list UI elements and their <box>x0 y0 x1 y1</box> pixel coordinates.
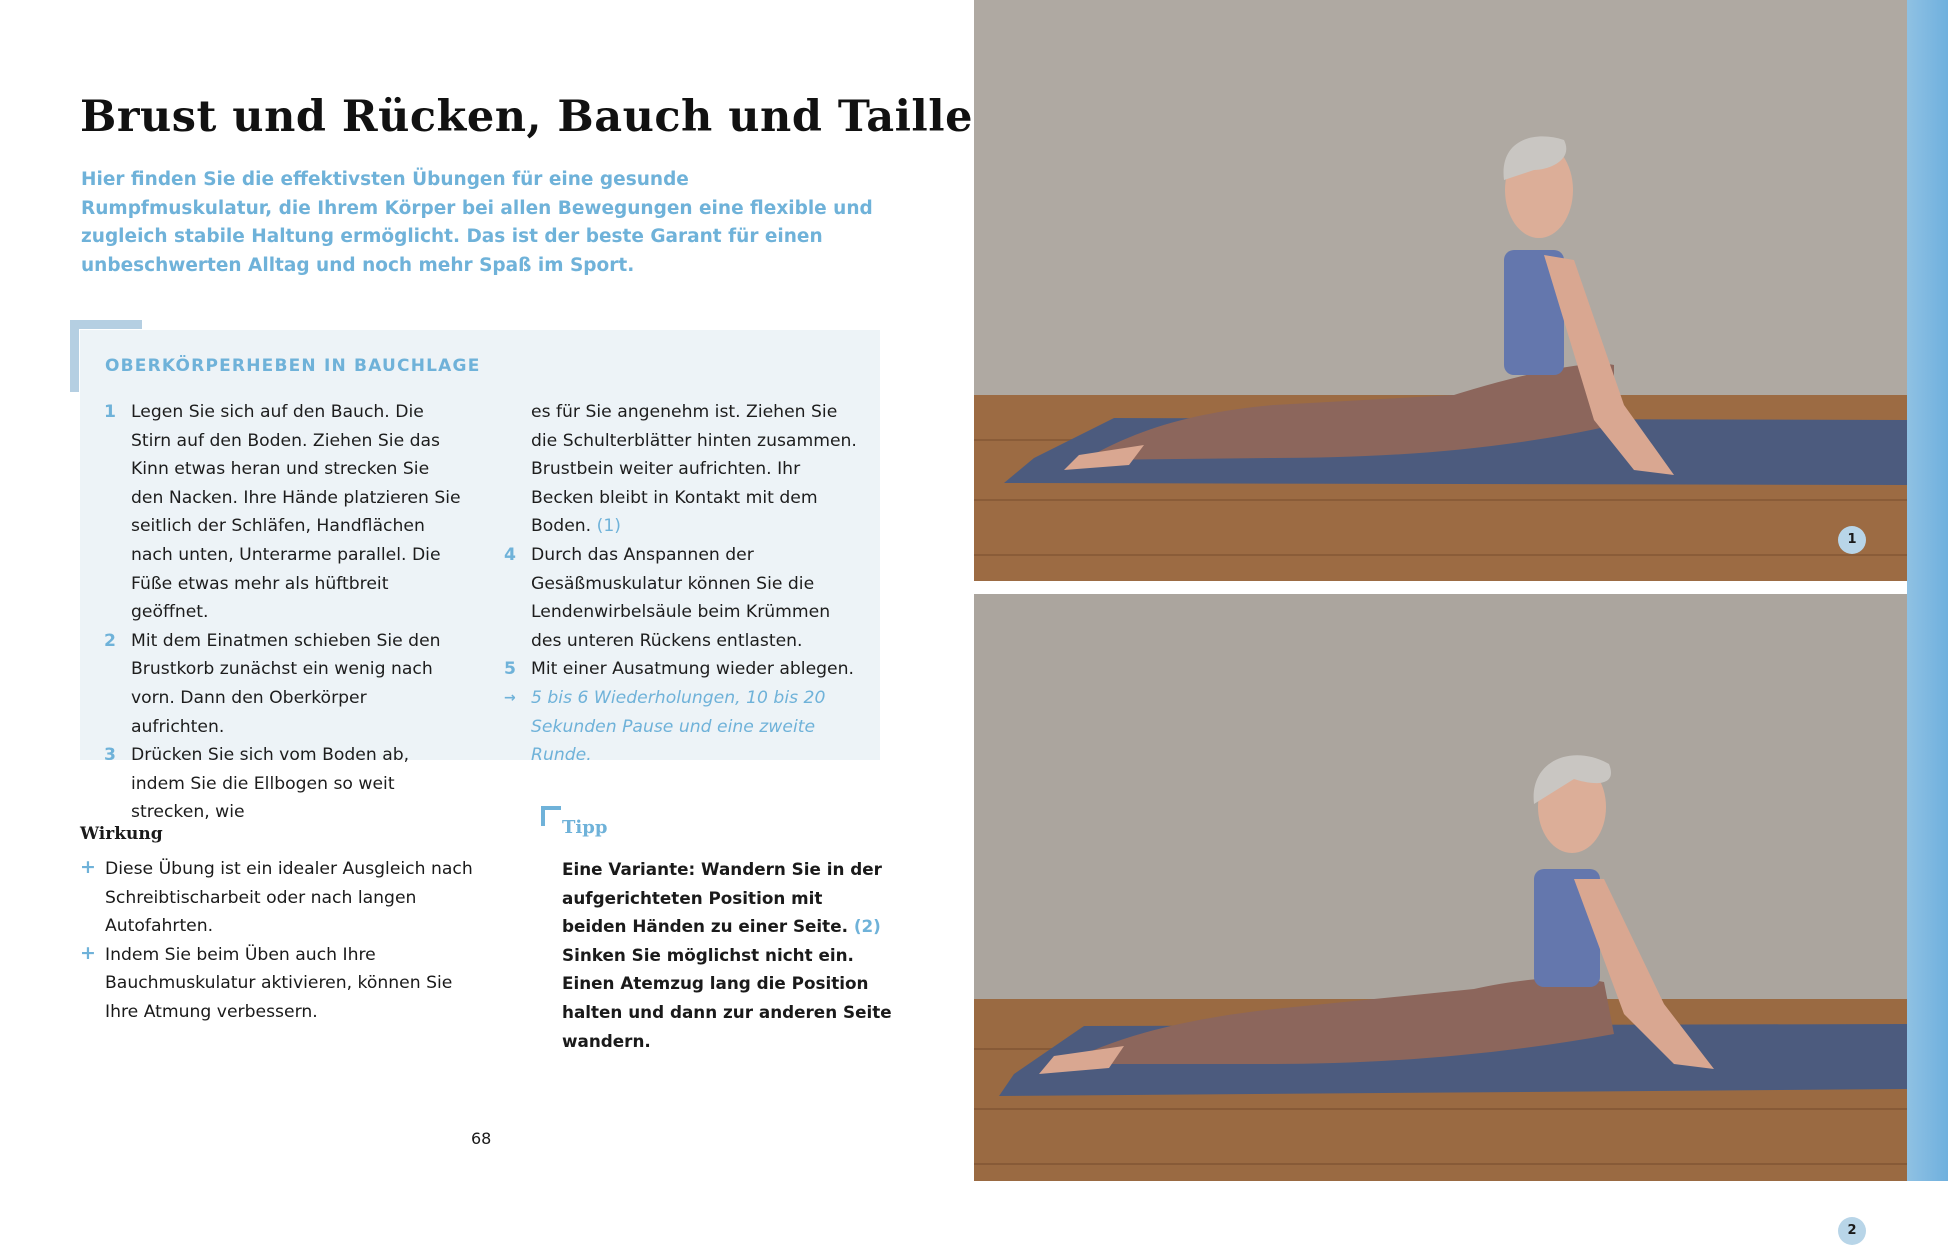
tipp-heading: Tipp <box>562 817 608 838</box>
photo-reference: (1) <box>596 516 621 537</box>
exercise-photo-2 <box>974 594 1907 1238</box>
photo-badge-1: 1 <box>1838 526 1866 554</box>
steps-column-2 <box>504 398 864 770</box>
tipp-text-before: Eine Variante: Wandern Sie in der aufgerichteten Position mit beiden Händen zu einer Seite. <box>562 859 882 937</box>
step-text: Durch das Anspannen der Gesäßmuskulatur können Sie die Lendenwirbelsäule beim Krümmen des unteren Rückens entlasten. <box>531 544 831 651</box>
repetition-note: 5 bis 6 Wiederholungen, 10 bis 20 Sekunden Pause und eine zweite Runde. <box>531 687 826 766</box>
photo-reference: (2) <box>853 916 881 937</box>
step-number: 1 <box>104 402 116 422</box>
exercise-photo-1-image <box>974 0 1907 581</box>
left-page <box>0 0 974 1181</box>
page-title: Brust und Rücken, Bauch und Taille <box>80 92 973 142</box>
step-text: Mit dem Einatmen schieben Sie den Brustkorb zunächst ein wenig nach vorn. Dann den Oberkörper aufrichten. <box>131 630 441 737</box>
step-item <box>504 541 864 655</box>
exercise-photo-1 <box>974 0 1907 581</box>
photo-badge-2: 2 <box>1838 1217 1866 1245</box>
step-item <box>104 398 464 627</box>
exercise-heading: OBERKÖRPERHEBEN IN BAUCHLAGE <box>105 356 481 376</box>
intro-text: Hier finden Sie die effektivsten Übungen für eine gesunde Rumpfmuskulatur, die Ihrem Körper bei allen Bewegungen eine flexible und zugleich stabile Haltung ermöglicht. Das ist der beste Garant für einen unbeschwerten Alltag und noch mehr Spaß im Sport. <box>81 169 873 276</box>
plus-icon: + <box>80 856 96 878</box>
step-item <box>504 655 864 684</box>
steps-column-1 <box>104 398 464 827</box>
step-number: 4 <box>504 544 516 565</box>
step-item <box>104 627 464 741</box>
step-text: Drücken Sie sich vom Boden ab, indem Sie die Ellbogen so weit strecken, wie <box>131 745 410 823</box>
page-edge-strip <box>1907 0 1948 1181</box>
list-item <box>80 941 480 1027</box>
benefit-text: Indem Sie beim Üben auch Ihre Bauchmuskulatur aktivieren, können Sie Ihre Atmung verbessern. <box>105 944 453 1022</box>
step-item <box>104 741 464 827</box>
step-text: Mit einer Ausatmung wieder ablegen. <box>531 659 854 680</box>
tipp-text <box>562 855 892 1055</box>
step-number: 2 <box>104 630 116 651</box>
benefits-list <box>80 855 480 1027</box>
arrow-right-icon: → <box>504 689 516 706</box>
step-number: 5 <box>504 659 516 680</box>
right-page <box>974 0 1948 1238</box>
step-item <box>504 684 864 770</box>
wirkung-heading: Wirkung <box>80 824 163 844</box>
tipp-corner-icon <box>541 806 561 826</box>
exercise-photo-2-image <box>974 594 1907 1181</box>
step-item <box>504 398 864 541</box>
step-number: 3 <box>104 745 116 766</box>
plus-icon: + <box>80 941 96 964</box>
step-text: es für Sie angenehm ist. Ziehen Sie die Schulterblätter hinten zusammen. Brustbein weiter aufrichten. Ihr Becken bleibt in Kontakt mit dem Boden. <box>531 402 857 537</box>
page-number: 68 <box>471 1129 492 1148</box>
list-item <box>80 855 480 941</box>
step-text: Legen Sie sich auf den Bauch. Die Stirn auf den Boden. Ziehen Sie das Kinn etwas heran und strecken Sie den Nacken. Ihre Hände platzieren Sie seitlich der Schläfen, Handflächen nach unten, Unterarme parallel. Die Füße etwas mehr als hüftbreit geöffnet. <box>131 402 461 623</box>
tipp-text-after: Sinken Sie möglichst nicht ein. Einen Atemzug lang die Position halten und dann zur anderen Seite wandern. <box>562 944 892 1051</box>
benefit-text: Diese Übung ist ein idealer Ausgleich nach Schreibtischarbeit oder nach langen Autofahrten. <box>105 859 473 937</box>
